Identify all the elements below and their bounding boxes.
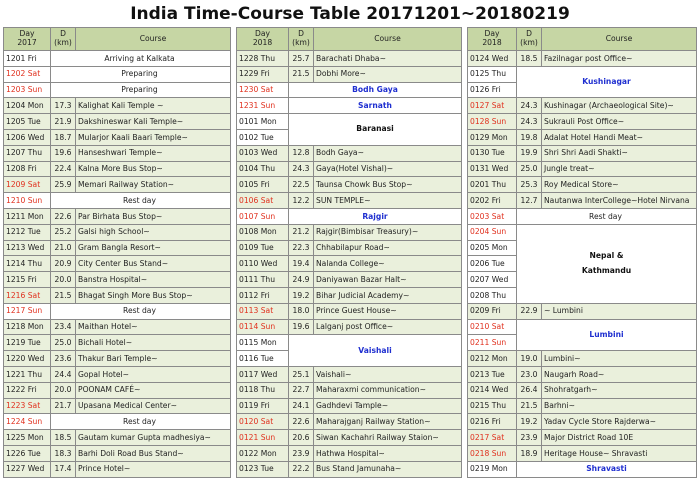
distance-cell: 12.8 [289,145,314,161]
day-cell: 0104 Thu [237,161,289,177]
table-row [468,430,697,446]
table-row [4,414,231,430]
distance-cell: 20.6 [289,430,314,446]
course-cell: Prince Guest House~ [314,303,462,319]
course-cell: Shohratgarh~ [542,382,697,398]
day-cell: 0109 Tue [237,240,289,256]
course-cell: Bhagat Singh More Bus Stop~ [76,287,231,303]
distance-cell: 21.5 [289,66,314,82]
course-cell: Jungle treat~ [542,161,697,177]
day-cell: 1228 Thu [237,51,289,67]
table-row [4,98,231,114]
distance-cell: 19.6 [289,319,314,335]
day-cell: 0206 Tue [468,256,517,272]
distance-cell: 21.2 [289,224,314,240]
table-row [237,445,462,461]
course-cell: Yadav Cycle Store Rajderwa~ [542,414,697,430]
day-cell: 0205 Mon [468,240,517,256]
table-row [4,335,231,351]
course-cell: Bichali Hotel~ [76,335,231,351]
distance-cell: 23.6 [51,351,76,367]
day-cell: 0122 Mon [237,445,289,461]
day-cell: 0118 Thu [237,382,289,398]
day-cell: 0127 Sat [468,98,517,114]
distance-cell: 23.4 [51,319,76,335]
course-cell: Adalat Hotel Handi Meat~ [542,129,697,145]
course-cell: Maharajganj Railway Station~ [314,414,462,430]
table-row [237,224,462,240]
day-cell: 1202 Sat [4,66,51,82]
day-cell: 1218 Mon [4,319,51,335]
day-cell: 1213 Wed [4,240,51,256]
course-cell: Rajgir(Bimbisar Treasury)~ [314,224,462,240]
day-cell: 0128 Sun [468,114,517,130]
table-row [468,129,697,145]
table-row [237,272,462,288]
distance-cell: 17.4 [51,461,76,477]
course-cell: Shravasti [517,461,697,477]
day-cell: 0214 Wed [468,382,517,398]
table-row [4,287,231,303]
distance-cell: 25.2 [51,224,76,240]
header-distance: D (km) [517,28,542,51]
course-cell: Heritage House~ Shravasti [542,445,697,461]
course-cell: Kushinagar [517,66,697,98]
course-cell: Par Birhata Bus Stop~ [76,208,231,224]
day-cell: 0212 Mon [468,351,517,367]
header-distance: D (km) [289,28,314,51]
table-row [237,303,462,319]
course-cell: Barhni~ [542,398,697,414]
course-cell: Dobhi More~ [314,66,462,82]
table-row [237,51,462,67]
table-row [4,256,231,272]
day-cell: 0209 Fri [468,303,517,319]
table-row [237,114,462,130]
course-cell: Chhabilapur Road~ [314,240,462,256]
day-cell: 1207 Thu [4,145,51,161]
table-row [237,366,462,382]
day-cell: 1215 Fri [4,272,51,288]
table-row [237,256,462,272]
table-row [237,461,462,477]
table-row [4,445,231,461]
course-cell: Banstra Hospital~ [76,272,231,288]
day-cell: 0217 Sat [468,430,517,446]
day-cell: 1227 Wed [4,461,51,477]
day-cell: 0201 Thu [468,177,517,193]
day-cell: 0219 Mon [468,461,517,477]
day-cell: 1221 Thu [4,366,51,382]
distance-cell: 19.6 [51,145,76,161]
distance-cell: 18.5 [517,51,542,67]
table-row [468,445,697,461]
day-cell: 1226 Tue [4,445,51,461]
distance-cell: 25.1 [289,366,314,382]
course-cell: Preparing [51,82,231,98]
course-cell: Sukrauli Post Office~ [542,114,697,130]
course-cell: Vaishali [289,335,462,367]
course-cell: Lumbini~ [542,351,697,367]
schedule-table-1 [3,27,231,478]
table-row [4,382,231,398]
table-row [468,177,697,193]
table-row [468,98,697,114]
course-cell: Maharaxmi communication~ [314,382,462,398]
table-row [468,414,697,430]
course-cell: Vaishali~ [314,366,462,382]
table-row [237,414,462,430]
distance-cell: 22.4 [51,161,76,177]
table-row [468,319,697,335]
day-cell: 1224 Sun [4,414,51,430]
course-cell: SUN TEMPLE~ [314,193,462,209]
course-cell: Kalna More Bus Stop~ [76,161,231,177]
distance-cell: 21.5 [51,287,76,303]
table-row [4,51,231,67]
distance-cell: 17.3 [51,98,76,114]
day-cell: 1212 Tue [4,224,51,240]
day-cell: 0129 Mon [468,129,517,145]
course-cell: Daniyawan Bazar Halt~ [314,272,462,288]
table-row [4,272,231,288]
day-cell: 0105 Fri [237,177,289,193]
table-row [4,366,231,382]
distance-cell: 24.9 [289,272,314,288]
table-row [468,398,697,414]
distance-cell: 22.9 [517,303,542,319]
day-cell: 0102 Tue [237,129,289,145]
table-row [4,145,231,161]
day-cell: 0213 Tue [468,366,517,382]
day-cell: 0103 Wed [237,145,289,161]
day-cell: 0106 Sat [237,193,289,209]
course-cell: Hathwa Hospital~ [314,445,462,461]
course-cell: Mularjor Kaali Baari Temple~ [76,129,231,145]
day-cell: 0111 Thu [237,272,289,288]
table-row [237,382,462,398]
day-cell: 1223 Sat [4,398,51,414]
day-cell: 1203 Sun [4,82,51,98]
table-row [468,145,697,161]
table-row [4,129,231,145]
day-cell: 1230 Sat [237,82,289,98]
day-cell: 1214 Thu [4,256,51,272]
day-cell: 1229 Fri [237,66,289,82]
day-cell: 0120 Sat [237,414,289,430]
table-row [237,193,462,209]
day-cell: 1211 Mon [4,208,51,224]
day-cell: 0203 Sat [468,208,517,224]
table-row [237,287,462,303]
table-row [237,82,462,98]
table-row [4,319,231,335]
course-cell: Rest day [517,208,697,224]
table-row [237,398,462,414]
day-cell: 0208 Thu [468,287,517,303]
distance-cell: 19.9 [517,145,542,161]
day-cell: 0124 Wed [468,51,517,67]
day-cell: 0115 Mon [237,335,289,351]
day-cell: 0113 Sat [237,303,289,319]
table-row [4,193,231,209]
day-cell: 0131 Wed [468,161,517,177]
day-cell: 1209 Sat [4,177,51,193]
distance-cell: 19.8 [517,129,542,145]
day-cell: 0121 Sun [237,430,289,446]
distance-cell: 21.5 [517,398,542,414]
table-row [468,224,697,240]
header-course: Course [314,28,462,51]
table-row [468,161,697,177]
course-cell: Gopal Hotel~ [76,366,231,382]
table-row [468,193,697,209]
course-cell: Siwan Kachahri Railway Staion~ [314,430,462,446]
day-cell: 1219 Tue [4,335,51,351]
table-row [468,351,697,367]
course-cell: Rest day [51,303,231,319]
distance-cell: 24.3 [517,98,542,114]
distance-cell: 12.2 [289,193,314,209]
course-cell: Prince Hotel~ [76,461,231,477]
course-cell: Bihar Judicial Academy~ [314,287,462,303]
distance-cell: 21.9 [51,114,76,130]
distance-cell: 20.9 [51,256,76,272]
table-row [4,430,231,446]
course-cell: Thakur Bari Temple~ [76,351,231,367]
table-row [237,66,462,82]
distance-cell: 25.9 [51,177,76,193]
course-cell: Bus Stand Jamunaha~ [314,461,462,477]
distance-cell: 23.9 [289,445,314,461]
table-row [4,398,231,414]
schedule-table-3 [467,27,697,478]
distance-cell: 18.3 [51,445,76,461]
table-row [468,366,697,382]
table-row [468,461,697,477]
day-cell: 0119 Fri [237,398,289,414]
distance-cell: 18.5 [51,430,76,446]
distance-cell: 18.7 [51,129,76,145]
day-cell: 0215 Thu [468,398,517,414]
table-row [237,240,462,256]
course-cell: Rest day [51,193,231,209]
day-cell: 1225 Mon [4,430,51,446]
distance-cell: 18.9 [517,445,542,461]
distance-cell: 20.0 [51,382,76,398]
day-cell: 0101 Mon [237,114,289,130]
day-cell: 0107 Sun [237,208,289,224]
course-cell: Nepal & Kathmandu [517,224,697,303]
distance-cell: 19.0 [517,351,542,367]
day-cell: 0117 Wed [237,366,289,382]
distance-cell: 19.4 [289,256,314,272]
distance-cell: 24.3 [289,161,314,177]
distance-cell: 18.0 [289,303,314,319]
table-row [4,82,231,98]
course-cell: Gram Bangla Resort~ [76,240,231,256]
day-cell: 0116 Tue [237,351,289,367]
day-cell: 0123 Tue [237,461,289,477]
course-cell: Major District Road 10E [542,430,697,446]
day-cell: 1205 Tue [4,114,51,130]
distance-cell: 22.2 [289,461,314,477]
course-cell: Bodh Gaya~ [314,145,462,161]
table-row [237,319,462,335]
course-cell: Shri Shri Aadi Shakti~ [542,145,697,161]
day-cell: 1208 Fri [4,161,51,177]
course-cell: Dakshineswar Kali Temple~ [76,114,231,130]
day-cell: 1210 Sun [4,193,51,209]
course-cell: Sarnath [289,98,462,114]
distance-cell: 19.2 [517,414,542,430]
day-cell: 0218 Sun [468,445,517,461]
course-cell: Rajgir [289,208,462,224]
day-cell: 0130 Tue [468,145,517,161]
course-cell: Taunsa Chowk Bus Stop~ [314,177,462,193]
course-cell: Memari Railway Station~ [76,177,231,193]
distance-cell: 20.0 [51,272,76,288]
day-cell: 1231 Sun [237,98,289,114]
table-row [237,145,462,161]
course-cell: ~ Lumbini [542,303,697,319]
course-cell: Baranasi [289,114,462,146]
table-row [468,66,697,82]
course-cell: Kushinagar (Archaeological Site)~ [542,98,697,114]
distance-cell: 22.5 [289,177,314,193]
day-cell: 1216 Sat [4,287,51,303]
distance-cell: 25.7 [289,51,314,67]
table-row [468,382,697,398]
table-row [4,208,231,224]
distance-cell: 12.7 [517,193,542,209]
course-cell: Nautanwa InterCollege~Hotel Nirvana [542,193,697,209]
course-cell: Preparing [51,66,231,82]
day-cell: 0202 Fri [468,193,517,209]
course-cell: Arriving at Kalkata [51,51,231,67]
day-cell: 0207 Wed [468,272,517,288]
distance-cell: 22.3 [289,240,314,256]
header-distance: D (km) [51,28,76,51]
distance-cell: 21.0 [51,240,76,256]
distance-cell: 26.4 [517,382,542,398]
distance-cell: 19.2 [289,287,314,303]
course-cell: Maithan Hotel~ [76,319,231,335]
day-cell: 0126 Fri [468,82,517,98]
schedule-table-2 [236,27,462,478]
course-cell: Hanseshwari Temple~ [76,145,231,161]
distance-cell: 24.1 [289,398,314,414]
table-row [237,98,462,114]
table-row [468,208,697,224]
table-row [4,351,231,367]
day-cell: 0216 Fri [468,414,517,430]
course-cell: Rest day [51,414,231,430]
header-day: Day 2017 [4,28,51,51]
day-cell: 1206 Wed [4,129,51,145]
course-cell: Nalanda College~ [314,256,462,272]
day-cell: 0125 Thu [468,66,517,82]
table-row [4,114,231,130]
table-row [237,161,462,177]
day-cell: 1220 Wed [4,351,51,367]
page-title: India Time-Course Table 20171201~20180219 [130,4,570,24]
course-cell: Gadhdevi Tample~ [314,398,462,414]
course-cell: Upasana Medical Center~ [76,398,231,414]
distance-cell: 24.4 [51,366,76,382]
table-row [4,66,231,82]
distance-cell: 25.0 [51,335,76,351]
table-row [4,240,231,256]
table-row [237,177,462,193]
day-cell: 0110 Wed [237,256,289,272]
distance-cell: 25.3 [517,177,542,193]
distance-cell: 25.0 [517,161,542,177]
course-cell: Fazilnagar post Office~ [542,51,697,67]
course-cell: Kalighat Kali Temple ~ [76,98,231,114]
day-cell: 0112 Fri [237,287,289,303]
table-row [4,303,231,319]
distance-cell: 23.9 [517,430,542,446]
course-cell: Gautam kumar Gupta madhesiya~ [76,430,231,446]
header-day: Day 2018 [237,28,289,51]
distance-cell: 22.7 [289,382,314,398]
table-row [237,335,462,351]
table-row [468,51,697,67]
day-cell: 1222 Fri [4,382,51,398]
header-course: Course [542,28,697,51]
distance-cell: 24.3 [517,114,542,130]
table-row [4,461,231,477]
header-course: Course [76,28,231,51]
course-cell: Lumbini [517,319,697,351]
day-cell: 0108 Mon [237,224,289,240]
table-row [237,208,462,224]
day-cell: 1201 Fri [4,51,51,67]
course-cell: Barachati Dhaba~ [314,51,462,67]
course-cell: Barhi Doli Road Bus Stand~ [76,445,231,461]
table-row [4,224,231,240]
course-cell: Roy Medical Store~ [542,177,697,193]
day-cell: 1217 Sun [4,303,51,319]
header-day: Day 2018 [468,28,517,51]
distance-cell: 23.0 [517,366,542,382]
course-cell: Gaya(Hotel Vishal)~ [314,161,462,177]
course-cell: City Center Bus Stand~ [76,256,231,272]
course-cell: Bodh Gaya [289,82,462,98]
table-row [4,177,231,193]
day-cell: 0114 Sun [237,319,289,335]
distance-cell: 22.6 [51,208,76,224]
day-cell: 1204 Mon [4,98,51,114]
day-cell: 0210 Sat [468,319,517,335]
distance-cell: 22.6 [289,414,314,430]
distance-cell: 21.7 [51,398,76,414]
table-row [468,114,697,130]
course-cell: POONAM CAFÉ~ [76,382,231,398]
course-cell: Naugarh Road~ [542,366,697,382]
table-row [468,303,697,319]
day-cell: 0204 Sun [468,224,517,240]
course-cell: Galsi high School~ [76,224,231,240]
course-cell: Lalganj post Office~ [314,319,462,335]
day-cell: 0211 Sun [468,335,517,351]
table-row [237,430,462,446]
table-row [4,161,231,177]
